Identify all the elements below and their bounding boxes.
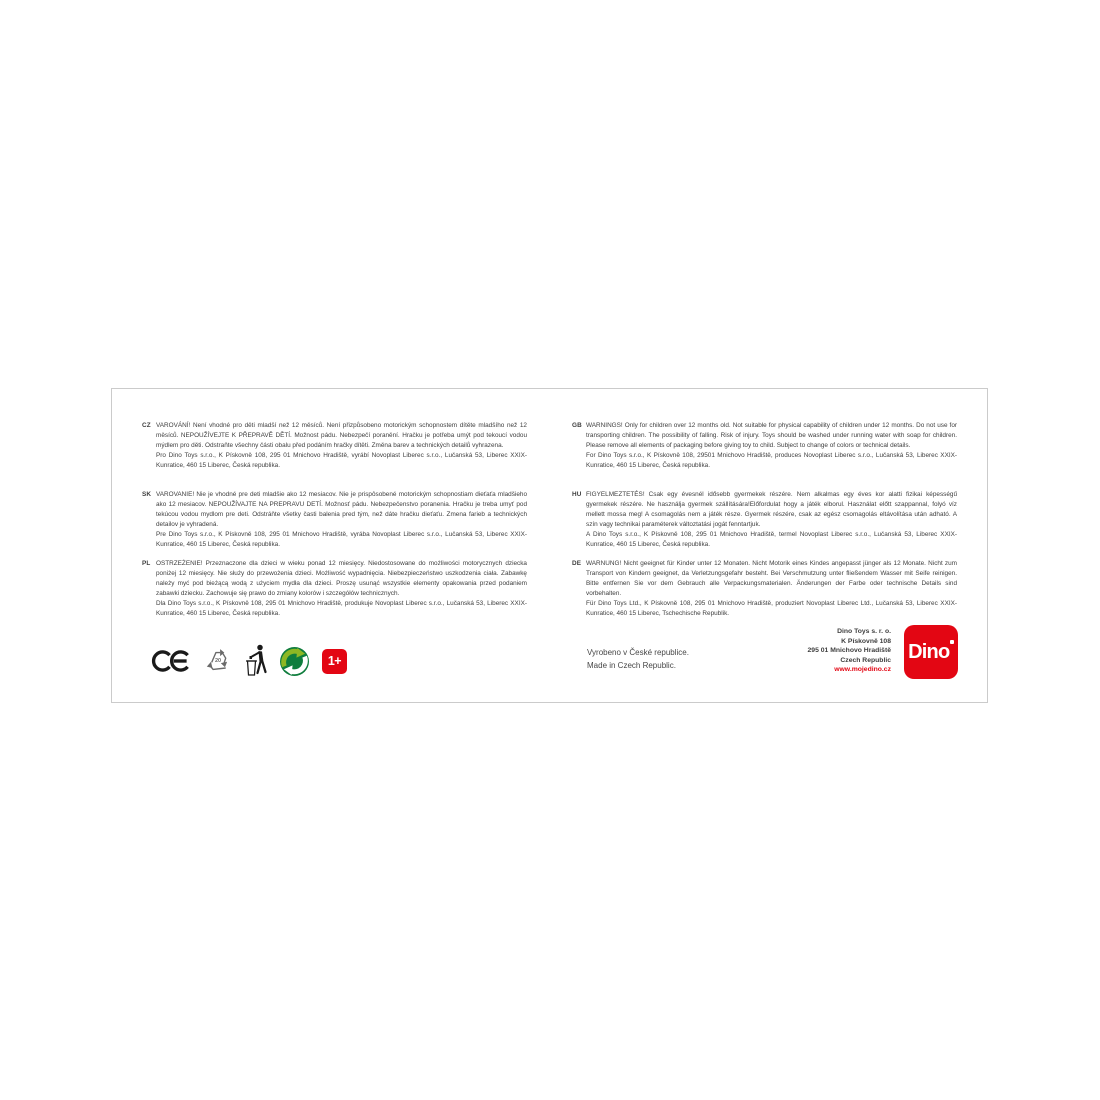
- address-text-de: Für Dino Toys Ltd., K Pískovně 108, 295 01 Mnichovo Hradiště, produziert Novoplast Liberec Ltd., Lučanská 53, Liberec XXIX-Kunratice, 460 15 Liberec, Tschechische Republik.: [586, 600, 957, 617]
- warning-label-panel: [111, 388, 988, 703]
- warning-text-cz: VAROVÁNÍ! Není vhodné pro děti mladší než 12 měsíců. Není přizpůsobeno motorickým schopnostem dítěte mladšího než 12 měsíců. NEPOUŽÍVEJTE K PŘEPRAVĚ DĚTÍ. Možnost pádu. Nebezpečí poranění. Hračku je potřeba umýt pod tekoucí vodou mýdlem pro děti. Odstraňte všechny části obalu před podáním hračky dítěti. Změna barev a technických detailů vyhrazena.: [156, 422, 527, 449]
- section-pl: [142, 559, 527, 619]
- dino-logo-dot: [950, 640, 954, 644]
- recycling-symbol-icon: [204, 646, 232, 676]
- section-sk: [142, 490, 527, 550]
- address-text-cz: Pro Dino Toys s.r.o., K Pískovně 108, 295 01 Mnichovo Hradiště, vyrábí Novoplast Liberec s.r.o., Lučanská 53, Liberec XXIX-Kunratice, 460 15 Liberec, Česká republika.: [156, 452, 527, 469]
- language-code-sk: SK: [142, 491, 152, 498]
- recycling-code-label: 20: [214, 658, 222, 664]
- language-code-hu: HU: [572, 491, 582, 498]
- green-dot-icon: [280, 647, 309, 676]
- company-name: Dino Toys s. r. o.: [837, 628, 891, 635]
- address-text-gb: For Dino Toys s.r.o., K Pískovně 108, 29501 Mnichovo Hradiště, produces Novoplast Liberec s.r.o., Lučanská 53, Liberec XXIX-Kunratice, 460 15 Liberec, Česká republika.: [586, 452, 957, 469]
- tidyman-icon: [245, 644, 267, 678]
- section-gb: [572, 421, 957, 471]
- warning-text-hu: FIGYELMEZTETÉS! Csak egy évesnél idősebb gyermekek részére. Nem alkalmas egy éves kor alatti fizikai képességű gyermekek részére. Ne használja gyermek szállítására!Előfordulat hogy a játék elborul. Használat előtt szappannal, folyó víz mellett mossa meg! A csomagolás nem a játék része. Gyermek részére, csak az egész csomagolás eltávolítása után adható. A szín vagy technikai paraméterek változtatási jogát fenntartjuk.: [586, 491, 957, 528]
- made-in-line-cz: Vyrobeno v České republice.: [587, 648, 689, 657]
- language-code-cz: CZ: [142, 422, 151, 429]
- company-country: Czech Republic: [840, 656, 891, 664]
- warning-text-de: WARNUNG! Nicht geeignet für Kinder unter 12 Monaten. Nicht Motorik eines Kindes angepasst jünger als 12 Monate. Nicht zum Transport von Kindern geeignet, da Verletzungsgefahr besteht. Bei Verschmutzung unter fließendem Wasser mit Seife reinigen. Bitte entfernen Sie vor dem Gebrauch alle Verpackungsmaterialen. Änderungen der Farbe oder technische Details sind vorbehalten.: [586, 560, 957, 597]
- address-text-sk: Pre Dino Toys s.r.o., K Pískovně 108, 295 01 Mnichovo Hradiště, vyrába Novoplast Liberec s.r.o., Lučanská 53, Liberec XXIX-Kunratice, 460 15 Liberec, Česká republika.: [156, 531, 527, 548]
- company-address-block: [808, 627, 891, 675]
- section-cz: [142, 421, 527, 471]
- section-hu: [572, 490, 957, 550]
- language-code-gb: GB: [572, 422, 582, 429]
- compliance-symbols-row: [151, 642, 347, 680]
- language-code-pl: PL: [142, 560, 151, 567]
- warning-text-sk: VAROVANIE! Nie je vhodné pre deti mladšie ako 12 mesiacov. Nie je prispôsobené motorickým schopnostiam dieťaťa mladšieho ako 12 mesiacov. NEPOUŽÍVAJTE NA PREPRAVU DETÍ. Možnosť pádu. Nebezpečenstvo poranenia. Hračku je treba umyť pod tekúcou vodou mydlom pre deti. Odstráňte všetky časti balenia pred tým, než dáte hračku dieťaťu. Zmena farieb a technických detailov je vyhradená.: [156, 491, 527, 528]
- company-city: 295 01 Mnichovo Hradiště: [807, 647, 891, 655]
- made-in-line-en: Made in Czech Republic.: [587, 661, 676, 670]
- warning-text-pl: OSTRZEŻENIE! Przeznaczone dla dzieci w wieku ponad 12 miesięcy. Niedostosowane do możliwości motorycznych dziecka poniżej 12 miesięcy. Nie służy do przewożenia dzieci. Możliwość wypadnięcia. Niebezpieczeństwo uszkodzenia ciała. Zabawkę należy myć pod bieżącą wodą z użyciem mydła dla dzieci. Proszę usunąć wszystkie elementy opakowania przed podaniem zabawki dziecku. Zachowuje się prawo do zmiany kolorów i szczegółów technicznych.: [156, 560, 527, 597]
- language-code-de: DE: [572, 560, 582, 567]
- warning-text-gb: WARNINGS! Only for children over 12 months old. Not suitable for physical capability of children under 12 months. Do not use for transporting children. The possibility of falling. Risk of injury. Toys should be washed under running water with soap for children. Please remove all elements of packaging before giving toy to child. Subject to change of colors or technical details.: [586, 422, 957, 449]
- dino-logo: [904, 625, 958, 679]
- section-de: [572, 559, 957, 619]
- company-street: K Pískovně 108: [841, 637, 891, 645]
- age-grading-badge: 1+: [322, 649, 347, 674]
- company-website: www.mojedino.cz: [834, 666, 891, 674]
- ce-mark-icon: [151, 649, 191, 673]
- dino-logo-text: Dino: [908, 640, 950, 663]
- address-text-hu: A Dino Toys s.r.o., K Pískovně 108, 295 01 Mnichovo Hradiště, termel Novoplast Liberec s.r.o., Lučanská 53, Liberec XXIX-Kunratice, 460 15 Liberec, Česká republika.: [586, 531, 957, 548]
- made-in-text: [587, 646, 689, 672]
- address-text-pl: Dla Dino Toys s.r.o., K Pískovně 108, 295 01 Mnichovo Hradiště, produkuje Novoplast Liberec s.r.o., Lučanská 53, Liberec XXIX-Kunratice, 460 15 Liberec, Česká republika.: [156, 600, 527, 617]
